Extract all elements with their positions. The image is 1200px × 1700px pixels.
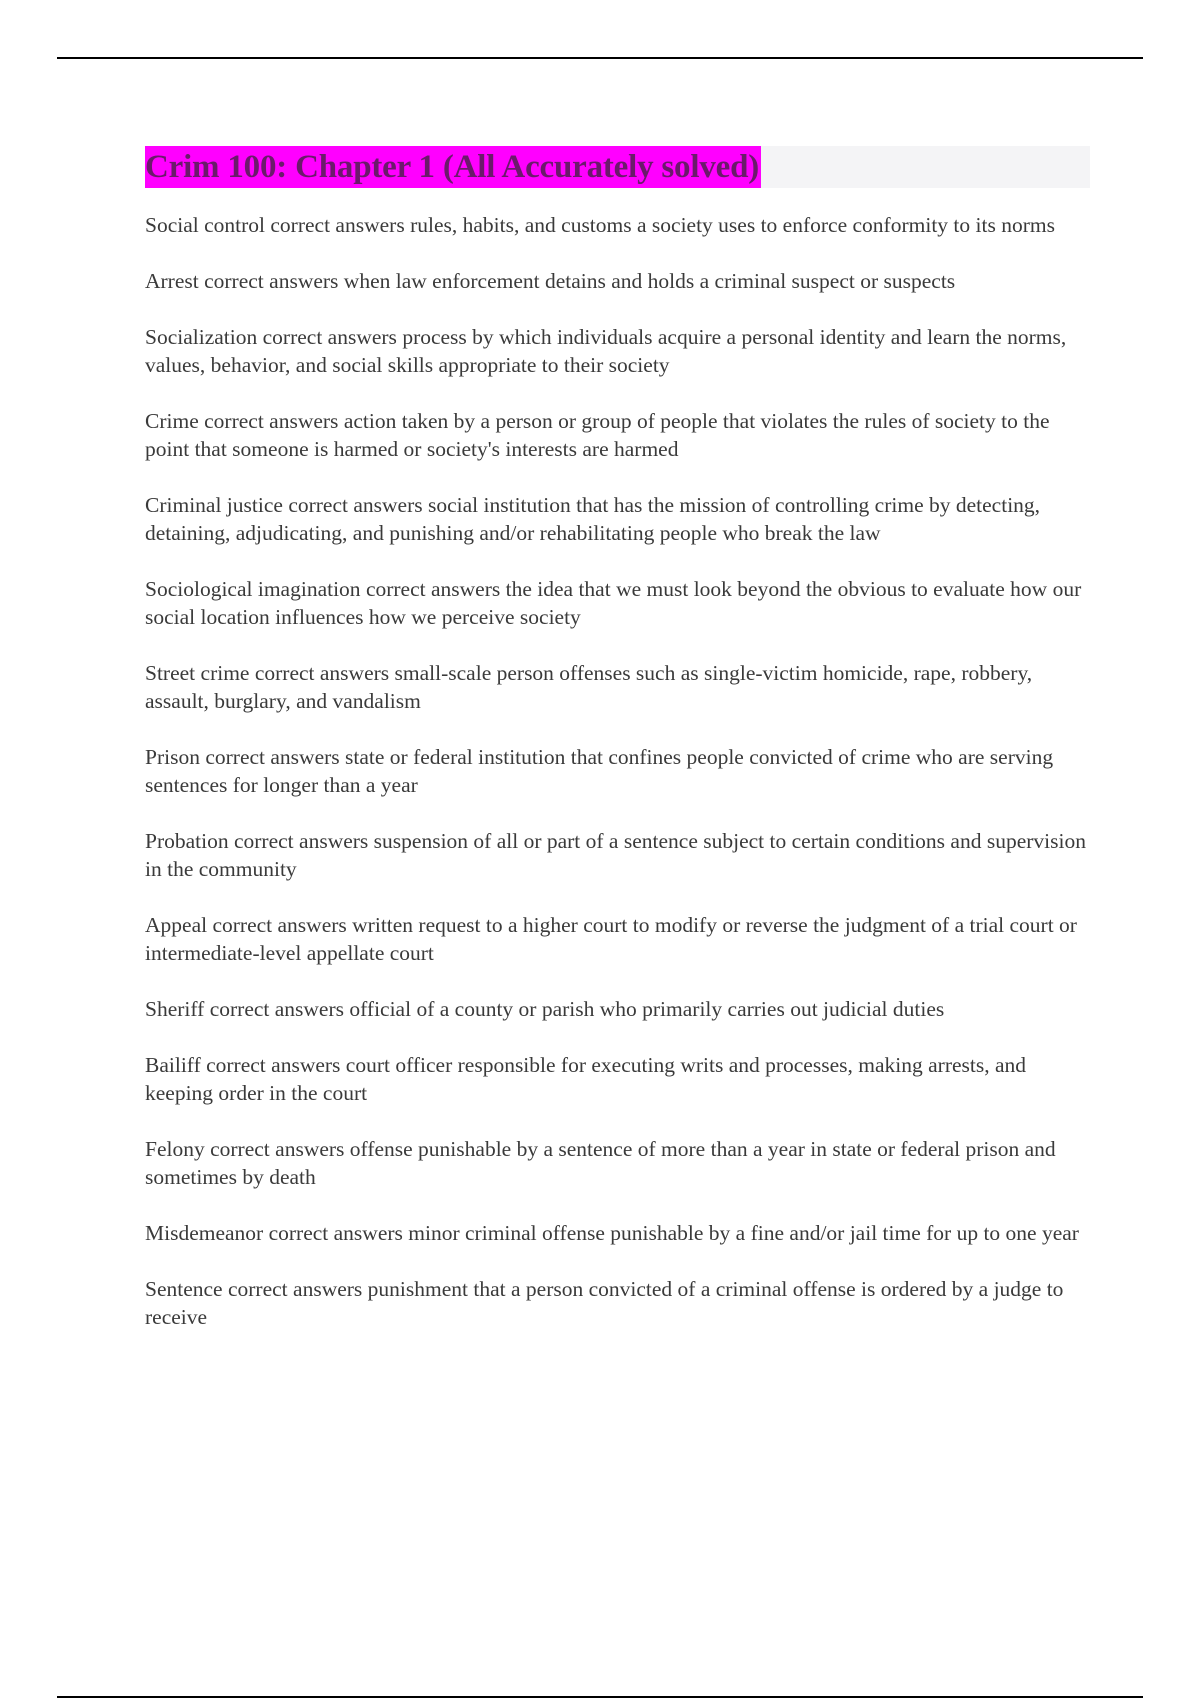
- entry-definition: offense punishable by a sentence of more than a year in state or federal prison and sometimes by death: [145, 1137, 1056, 1189]
- bottom-rule: [57, 1696, 1143, 1698]
- entry-definition: written request to a higher court to modify or reverse the judgment of a trial court or intermediate-level appellate court: [145, 913, 1077, 965]
- entry-term: Crime: [145, 409, 199, 433]
- entry-definition: rules, habits, and customs a society uses to enforce conformity to its norms: [410, 213, 1055, 237]
- title-bar: [145, 146, 1090, 188]
- entry-separator: correct answers: [365, 577, 501, 601]
- top-rule: [57, 57, 1143, 59]
- entry-term: Street crime: [145, 661, 250, 685]
- list-item: [145, 267, 1090, 295]
- entry-term: Sentence: [145, 1277, 223, 1301]
- entry-separator: correct answers: [268, 1221, 403, 1245]
- entry-separator: correct answers: [262, 325, 397, 349]
- entry-separator: correct answers: [270, 213, 405, 237]
- list-item: [145, 743, 1090, 799]
- entry-separator: correct answers: [233, 829, 369, 853]
- list-item: [145, 407, 1090, 463]
- list-item: [145, 827, 1090, 883]
- entry-term: Arrest: [145, 269, 199, 293]
- entry-definition: suspension of all or part of a sentence subject to certain conditions and supervision in the community: [145, 829, 1086, 881]
- entry-term: Prison: [145, 745, 200, 769]
- entry-term: Bailiff: [145, 1053, 201, 1077]
- list-item: [145, 995, 1090, 1023]
- entry-separator: correct answers: [209, 997, 345, 1021]
- entry-term: Sheriff: [145, 997, 205, 1021]
- entry-definition: the idea that we must look beyond the obvious to evaluate how our social location influences how we perceive society: [145, 577, 1082, 629]
- entry-term: Sociological imagination: [145, 577, 361, 601]
- list-item: [145, 1275, 1090, 1331]
- entry-term: Social control: [145, 213, 266, 237]
- entry-definition: minor criminal offense punishable by a fine and/or jail time for up to one year: [408, 1221, 1079, 1245]
- entry-list: [145, 211, 1090, 1331]
- list-item: [145, 491, 1090, 547]
- entry-definition: state or federal institution that confines people convicted of crime who are serving sentences for longer than a year: [145, 745, 1054, 797]
- entry-definition: when law enforcement detains and holds a criminal suspect or suspects: [343, 269, 956, 293]
- entry-separator: correct answers: [254, 661, 390, 685]
- entry-separator: correct answers: [204, 409, 339, 433]
- entry-definition: small-scale person offenses such as single-victim homicide, rape, robbery, assault, burglary, and vandalism: [145, 661, 1033, 713]
- list-item: [145, 211, 1090, 239]
- list-item: [145, 911, 1090, 967]
- entry-term: Probation: [145, 829, 229, 853]
- list-item: [145, 1135, 1090, 1191]
- document-body: [145, 146, 1090, 1359]
- list-item: [145, 1051, 1090, 1107]
- entry-term: Misdemeanor: [145, 1221, 264, 1245]
- list-item: [145, 575, 1090, 631]
- entry-term: Felony: [145, 1137, 205, 1161]
- list-item: [145, 659, 1090, 715]
- entry-separator: correct answers: [204, 269, 339, 293]
- entry-definition: process by which individuals acquire a personal identity and learn the norms, values, behavior, and social skills appropriate to their society: [145, 325, 1067, 377]
- entry-term: Criminal justice: [145, 493, 283, 517]
- list-item: [145, 1219, 1090, 1247]
- entry-separator: correct answers: [288, 493, 423, 517]
- page-title: Crim 100: Chapter 1 (All Accurately solved): [145, 146, 761, 188]
- entry-definition: court officer responsible for executing writs and processes, making arrests, and keeping order in the court: [145, 1053, 1027, 1105]
- entry-term: Socialization: [145, 325, 258, 349]
- entry-definition: action taken by a person or group of people that violates the rules of society to the point that someone is harmed or society's interests are harmed: [145, 409, 1050, 461]
- entry-definition: punishment that a person convicted of a criminal offense is ordered by a judge to receive: [145, 1277, 1064, 1329]
- entry-separator: correct answers: [227, 1277, 363, 1301]
- entry-term: Appeal: [145, 913, 208, 937]
- entry-definition: social institution that has the mission of controlling crime by detecting, detaining, adjudicating, and punishing and/or rehabilitating people who break the law: [145, 493, 1041, 545]
- entry-separator: correct answers: [210, 1137, 345, 1161]
- entry-separator: correct answers: [212, 913, 347, 937]
- list-item: [145, 323, 1090, 379]
- entry-separator: correct answers: [206, 1053, 341, 1077]
- entry-separator: correct answers: [205, 745, 340, 769]
- entry-definition: official of a county or parish who primarily carries out judicial duties: [349, 997, 945, 1021]
